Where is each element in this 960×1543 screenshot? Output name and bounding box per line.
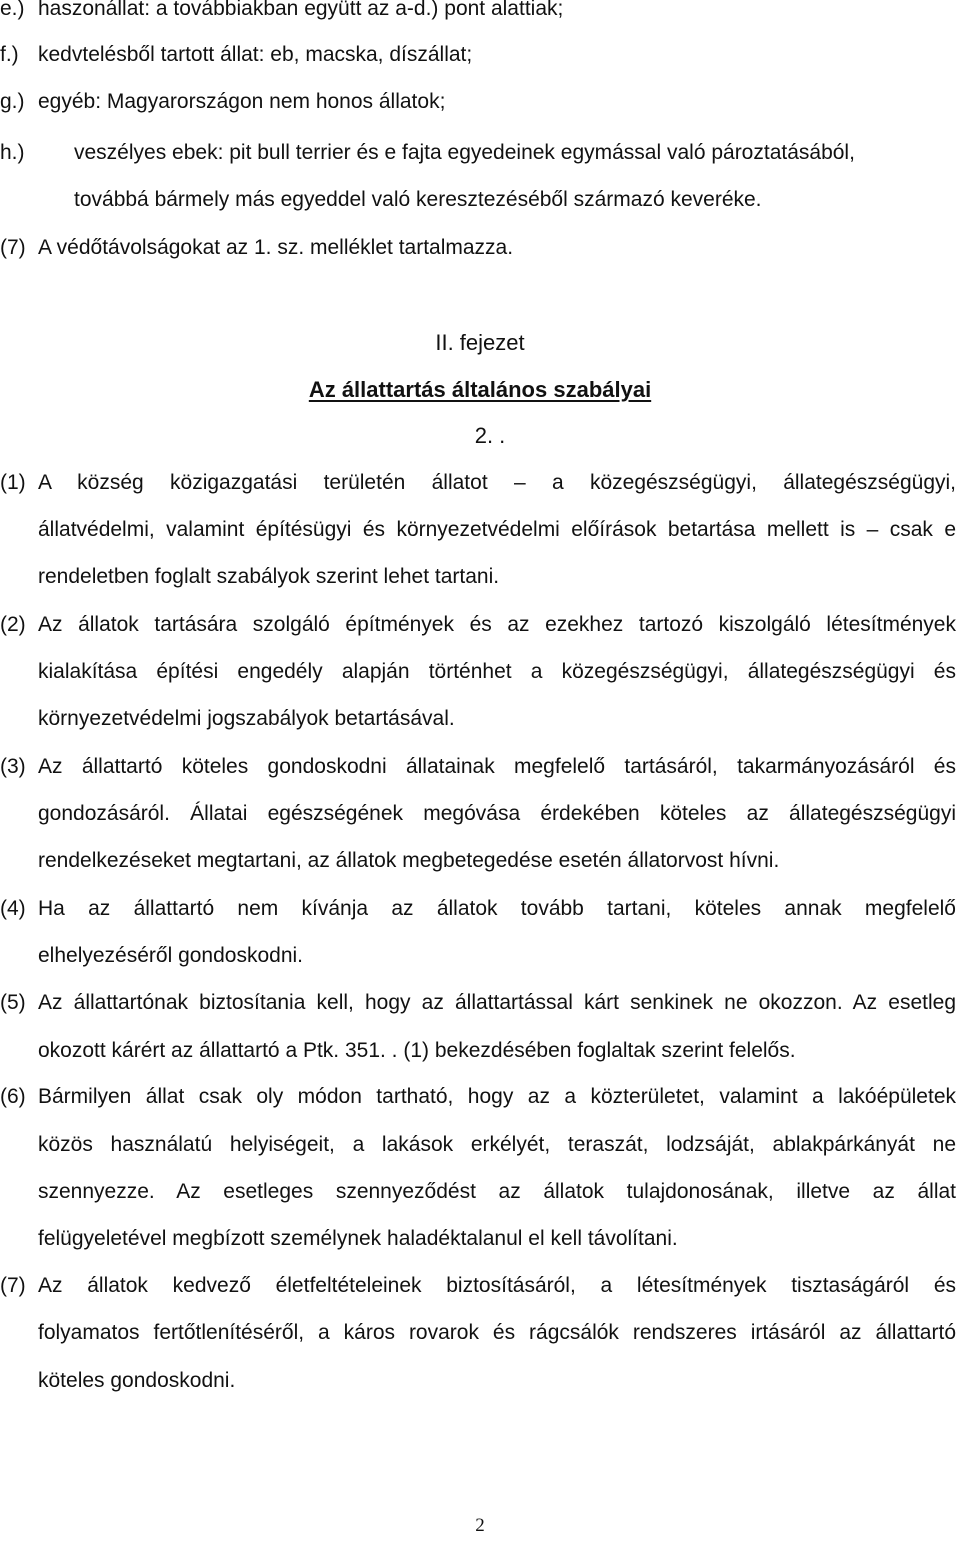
paragraph-label: (7) bbox=[0, 1274, 26, 1297]
list-label: h.) bbox=[0, 141, 25, 164]
paragraph-line: gondozásáról. Állatai egészségének megóvása érdekében köteles az állategészségügyi bbox=[38, 802, 956, 825]
paragraph-line: szennyezze. Az esetleges szennyeződést az állatok tulajdonosának, illetve az állat bbox=[38, 1180, 956, 1203]
list-text: kedvtelésből tartott állat: eb, macska, díszállat; bbox=[38, 43, 473, 66]
paragraph-line: rendeletben foglalt szabályok szerint lehet tartani. bbox=[38, 565, 500, 588]
paragraph-label: (1) bbox=[0, 471, 26, 494]
paragraph-line: rendelkezéseket megtartani, az állatok megbetegedése esetén állatorvost hívni. bbox=[38, 849, 780, 872]
paragraph-line: kialakítása építési engedély alapján történhet a közegészségügyi, állategészségügyi és bbox=[38, 660, 956, 683]
paragraph-line: Az állattartónak biztosítania kell, hogy az állattartással kárt senkinek ne okozzon. Az esetleg bbox=[38, 991, 956, 1014]
paragraph-label: (2) bbox=[0, 613, 26, 636]
list-label: g.) bbox=[0, 90, 25, 113]
list-text: továbbá bármely más egyeddel való keresztezéséből származó keveréke. bbox=[74, 188, 762, 211]
list-text: egyéb: Magyarországon nem honos állatok; bbox=[38, 90, 446, 113]
list-item-h-continuation bbox=[74, 187, 954, 213]
chapter-number: II. fejezet bbox=[435, 330, 525, 355]
paragraph-label: (5) bbox=[0, 991, 26, 1014]
paragraph-line: Az állatok kedvező életfeltételeinek biztosításáról, a létesítmények tisztaságáról és bbox=[38, 1274, 956, 1297]
list-label: f.) bbox=[0, 43, 19, 66]
list-label: e.) bbox=[0, 0, 25, 20]
paragraph-line: elhelyezéséről gondoskodni. bbox=[38, 944, 304, 967]
paragraph-line: A község közigazgatási területén állatot – a közegészségügyi, állategészségügyi, bbox=[38, 471, 956, 494]
chapter-title bbox=[0, 376, 960, 404]
paragraph-line: Ha az állattartó nem kívánja az állatok tovább tartani, köteles annak megfelelő bbox=[38, 897, 956, 920]
list-text: haszonállat: a továbbiakban együtt az a-d.) pont alattiak; bbox=[38, 0, 564, 20]
chapter-title-text: Az állattartás általános szabályai bbox=[308, 377, 652, 402]
paragraph-line: Bármilyen állat csak oly módon tartható, hogy az a közterületet, valamint a lakóépületek bbox=[38, 1085, 956, 1108]
list-text: veszélyes ebek: pit bull terrier és e fajta egyedeinek egymással való pároztatásából, bbox=[74, 141, 855, 164]
list-text: A védőtávolságokat az 1. sz. melléklet tartalmazza. bbox=[38, 236, 514, 259]
paragraph-line: állatvédelmi, valamint építésügyi és környezetvédelmi előírások betartása mellett is – csak e bbox=[38, 518, 956, 541]
paragraph-label: (3) bbox=[0, 755, 26, 778]
paragraph-line: közös használatú helyiségeit, a lakások erkélyét, teraszát, lodzsáját, ablakpárkányát ne bbox=[38, 1133, 956, 1156]
page-number: 2 bbox=[475, 1515, 485, 1536]
paragraph-line: köteles gondoskodni. bbox=[38, 1369, 236, 1392]
paragraph-line: Az állattartó köteles gondoskodni állatainak megfelelő tartásáról, takarmányozásáról és bbox=[38, 755, 956, 778]
section-number: 2. . bbox=[474, 423, 506, 448]
paragraph-label: (4) bbox=[0, 897, 26, 920]
paragraph-line: Az állatok tartására szolgáló építmények és az ezekhez tartozó kiszolgáló létesítmények bbox=[38, 613, 956, 636]
paragraph-label: (6) bbox=[0, 1085, 26, 1108]
paragraph-line: környezetvédelmi jogszabályok betartásával. bbox=[38, 707, 455, 730]
list-label: (7) bbox=[0, 236, 26, 259]
paragraph-line: folyamatos fertőtlenítéséről, a káros rovarok és rágcsálók rendszeres irtásáról az állattartó bbox=[38, 1321, 956, 1344]
paragraph-line: okozott kárért az állattartó a Ptk. 351. . (1) bekezdésében foglaltak szerint felelős. bbox=[38, 1039, 796, 1062]
paragraph-line: felügyeletével megbízott személynek haladéktalanul el kell távolítani. bbox=[38, 1227, 678, 1250]
